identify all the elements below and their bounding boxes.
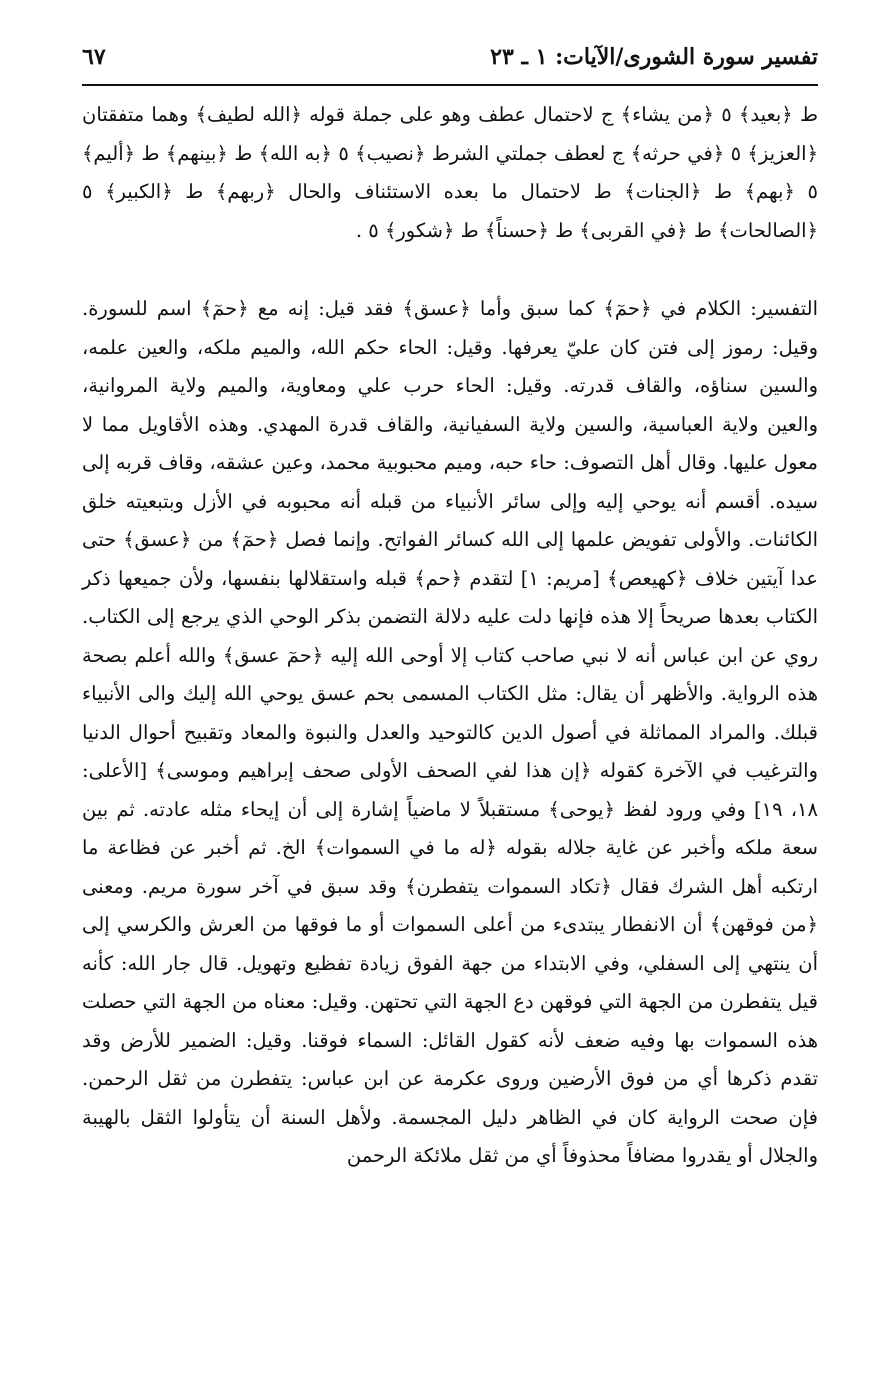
waqf-section [82, 96, 818, 250]
page-number: ٦٧ [82, 44, 106, 70]
tafsir-paragraph: التفسير: الكلام في ﴿حمٓ﴾ كما سبق وأما ﴿عسق﴾ فقد قيل: إنه مع ﴿حمٓ﴾ اسم للسورة. وقيل: رموز إلى فتن كان عليّ يعرفها. وقيل: الحاء حكم الله، والميم ملكه، والعين علمه، والسين سناؤه، والقاف قدرته. وقيل: الحاء حرب علي ومعاوية، والميم ولاية المروانية، والعين ولاية العباسية، والسين ولاية السفيانية، والقاف قدرة المهدي. وهذه الأقاويل مما لا معول عليها. وقال أهل التصوف: حاء حبه، وميم محبوبية محمد، وعين عشقه، وقاف قربه إلى سيده. أقسم أنه يوحي إليه وإلى سائر الأنبياء من قبله أنه محبوبه في الأزل وبتبعيته خلق الكائنات. والأولى تفويض علمها إلى الله كسائر الفواتح. وإنما فصل ﴿حمٓ﴾ من ﴿عسق﴾ حتى عدا آيتين خلاف ﴿كهيعص﴾ [مريم: ١] لتقدم ﴿حم﴾ قبله واستقلالها بنفسها، ولأن جميعها ذكر الكتاب بعدها صريحاً إلا هذه فإنها دلت عليه دلالة التضمن بذكر الوحي الذي يرجع إلى الكتاب. روي عن ابن عباس أنه لا نبي صاحب كتاب إلا أوحى الله إليه ﴿حمٓ عسق﴾ والله أعلم بصحة هذه الرواية. والأظهر أن يقال: مثل الكتاب المسمى بحم عسق يوحي الله إليك والى الأنبياء قبلك. والمراد المماثلة في أصول الدين كالتوحيد والعدل والنبوة والمعاد وتقبيح أحوال الدنيا والترغيب في الآخرة كقوله ﴿إن هذا لفي الصحف الأولى صحف إبراهيم وموسى﴾ [الأعلى: ١٨، ١٩] وفي ورود لفظ ﴿يوحى﴾ مستقبلاً لا ماضياً إشارة إلى أن إيحاء مثله عادته. ثم بين سعة ملكه وأخبر عن غاية جلاله بقوله ﴿له ما في السموات﴾ الخ. ثم أخبر عن فظاعة ما ارتكبه أهل الشرك فقال ﴿تكاد السموات يتفطرن﴾ وقد سبق في آخر سورة مريم. ومعنى ﴿من فوقهن﴾ أن الانفطار يبتدىء من أعلى السموات أو ما فوقها من العرش والكرسي إلى أن ينتهي إلى السفلي، وفي الابتداء من جهة الفوق زيادة تفظيع وتهويل. قال جار الله: كأنه قيل يتفطرن من الجهة التي فوقهن دع الجهة التي تحتهن. وقيل: معناه من الجهة التي حصلت هذه السموات بها وفيه ضعف لأنه كقول القائل: السماء فوقنا. وقيل: الضمير للأرض وقد تقدم ذكرها أي من فوق الأرضين وروى عكرمة عن ابن عباس: يتفطرن من ثقل الرحمن. فإن صحت الرواية كان في الظاهر دليل المجسمة. ولأهل السنة أن يتأولوا الثقل بالهيبة والجلال أو يقدروا مضافاً محذوفاً أي من ثقل ملائكة الرحمن [82, 297, 818, 1167]
waqf-paragraph: ط ﴿بعيد﴾ ٥ ﴿من يشاء﴾ ج لاحتمال عطف وهو على جملة قوله ﴿الله لطيف﴾ وهما متفقتان ﴿العزيز﴾ ٥ ﴿في حرثه﴾ ج لعطف جملتي الشرط ﴿نصيب﴾ ٥ ﴿به الله﴾ ط ﴿بينهم﴾ ط ﴿أليم﴾ ٥ ﴿بهم﴾ ط ﴿الجنات﴾ ط لاحتمال ما بعده الاستئناف والحال ﴿ربهم﴾ ط ﴿الكبير﴾ ٥ ﴿الصالحات﴾ ط ﴿في القربى﴾ ط ﴿حسناً﴾ ط ﴿شكور﴾ ٥ . [82, 103, 818, 242]
tafsir-section [82, 290, 818, 1176]
running-title: تفسير سورة الشورى/الآيات: ١ ـ ٢٣ [490, 44, 818, 70]
page-header [82, 40, 818, 86]
